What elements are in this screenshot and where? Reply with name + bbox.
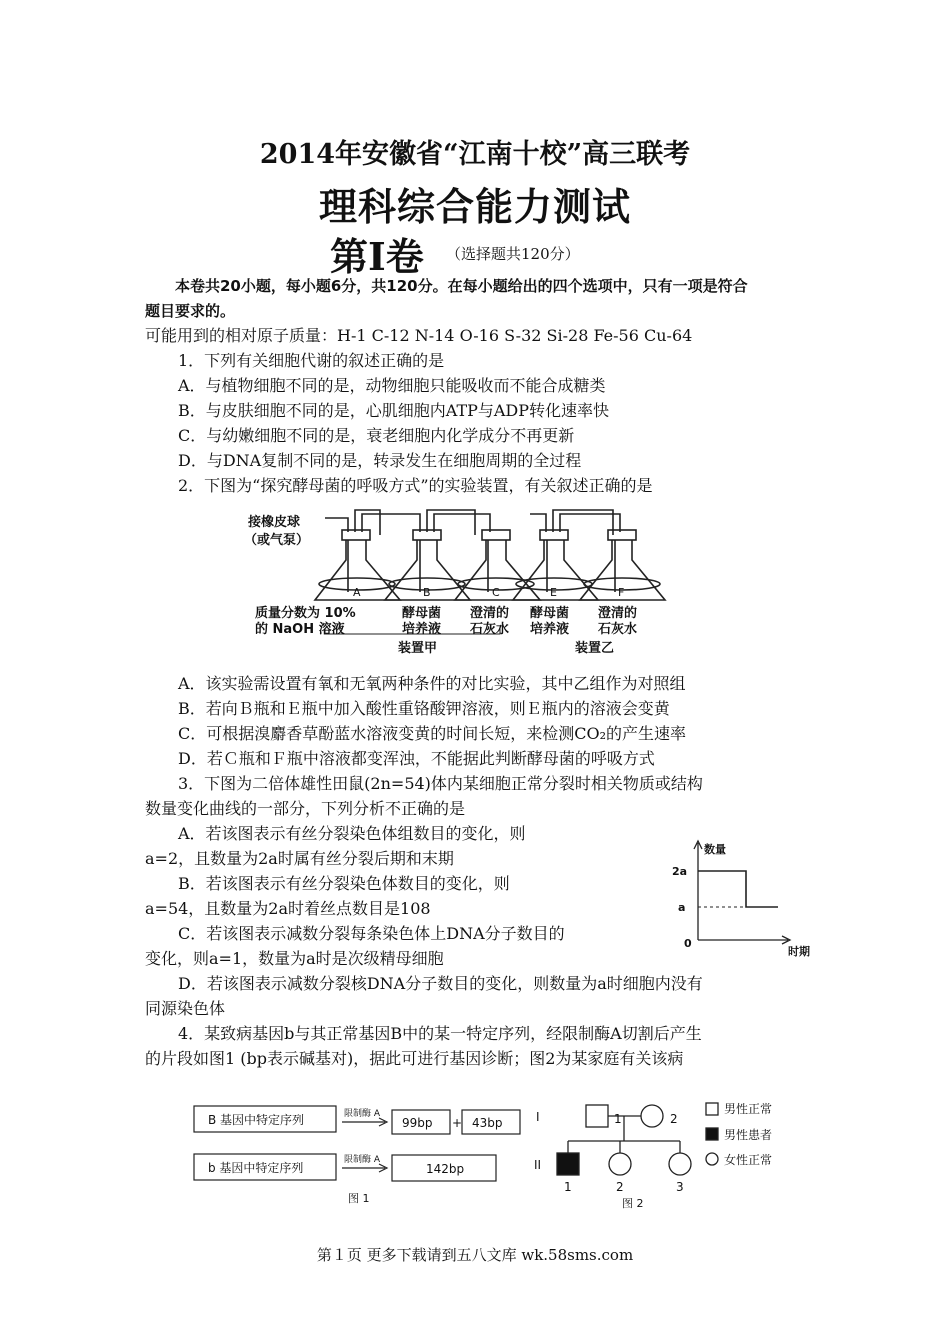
flask-b-label: B xyxy=(423,586,431,599)
legend-normal-male: 男性正常 xyxy=(724,1102,773,1116)
q1-option-a: A．与植物细胞不同的是，动物细胞只能吸收而不能合成糖类 xyxy=(178,376,606,395)
seq-b-mutant-label: b 基因中特定序列 xyxy=(208,1161,304,1175)
pedigree-father xyxy=(586,1105,608,1127)
q4-stem-2: 的片段如图1 (bp表示碱基对)，据此可进行基因诊断；图2为某家庭有关该病 xyxy=(145,1049,684,1068)
q1-stem: 1．下列有关细胞代谢的叙述正确的是 xyxy=(178,351,445,370)
page-footer: 第１页 更多下载请到五八文库 wk.58sms.com xyxy=(316,1246,634,1264)
q3-option-d-2: 同源染色体 xyxy=(145,999,226,1018)
generation-ii: II xyxy=(534,1158,542,1172)
q3-option-c-1: C．若该图表示减数分裂每条染色体上DNA分子数目的 xyxy=(178,924,565,943)
enzyme-label-1: 限制酶 A xyxy=(344,1109,381,1119)
graph-tick-a: a xyxy=(678,901,686,914)
figure-2-caption: 图 2 xyxy=(622,1197,644,1210)
q1-option-b: B．与皮肤细胞不同的是，心肌细胞内ATP与ADP转化速率快 xyxy=(178,401,610,420)
intro-instruction: 本卷共20小题，每小题6分，共120分。在每小题给出的四个选项中，只有一项是符合 xyxy=(175,277,748,295)
plus-sign: + xyxy=(452,1116,463,1130)
apparatus-yi-label: 装置乙 xyxy=(575,641,615,656)
atomic-mass-note: 可能用到的相对原子质量：H-1 C-12 N-14 O-16 S-32 Si-28 Fe-56 Cu-64 xyxy=(145,326,693,345)
q2-option-c: C．可根据溴麝香草酚蓝水溶液变黄的时间长短，来检测CO₂的产生速率 xyxy=(178,724,687,743)
graph-y-label: 数量 xyxy=(704,843,726,856)
flask-c-desc-2: 石灰水 xyxy=(470,622,510,637)
apparatus-jia-label: 装置甲 xyxy=(398,641,438,656)
seq-b-normal-label: B 基因中特定序列 xyxy=(208,1113,305,1127)
gen1-num-2: 2 xyxy=(670,1112,678,1126)
q2-option-b: B．若向Ｂ瓶和Ｅ瓶中加入酸性重铬酸钾溶液，则Ｅ瓶内的溶液会变黄 xyxy=(178,699,670,718)
legend-normal-male-swatch xyxy=(706,1103,718,1115)
exam-title: 2014年安徽省“江南十校”高三联考 xyxy=(259,139,691,170)
flask-e-label: E xyxy=(550,586,557,599)
q1-option-d: D．与DNA复制不同的是，转录发生在细胞周期的全过程 xyxy=(178,451,582,470)
q3-option-a-1: A．若该图表示有丝分裂染色体组数目的变化，则 xyxy=(178,824,526,843)
pedigree-affected-son xyxy=(557,1153,579,1175)
flask-a-label: A xyxy=(353,586,361,599)
volume-title: 第Ⅰ卷 xyxy=(330,234,424,279)
restriction-fragment-figure xyxy=(180,1100,530,1210)
q1-option-c: C．与幼嫩细胞不同的是，衰老细胞内化学成分不再更新 xyxy=(178,426,575,445)
flask-c-desc-1: 澄清的 xyxy=(470,606,510,621)
legend-affected-male: 男性患者 xyxy=(724,1128,773,1142)
exam-subject-title: 理科综合能力测试 xyxy=(318,184,631,229)
pedigree-mother xyxy=(641,1105,663,1127)
graph-tick-2a: 2a xyxy=(672,865,688,878)
q3-stem-2: 数量变化曲线的一部分，下列分析不正确的是 xyxy=(145,799,466,818)
flask-f-desc-1: 澄清的 xyxy=(598,606,638,621)
flask-b-desc-2: 培养液 xyxy=(402,622,442,637)
flask-f-desc-2: 石灰水 xyxy=(598,622,638,637)
flask-e-desc-1: 酵母菌 xyxy=(530,606,570,621)
graph-x-label: 时期 xyxy=(788,945,810,958)
q2-stem: 2．下图为“探究酵母菌的呼吸方式”的实验装置，有关叙述正确的是 xyxy=(178,476,653,495)
q3-stem-1: 3．下图为二倍体雄性田鼠(2n=54)体内某细胞正常分裂时相关物质或结构 xyxy=(178,774,703,793)
q3-option-a-2: a=2，且数量为2a时属有丝分裂后期和末期 xyxy=(145,849,454,868)
q3-option-b-1: B．若该图表示有丝分裂染色体数目的变化，则 xyxy=(178,874,510,893)
pump-label-2: （或气泵） xyxy=(244,533,310,548)
flask-a-desc-2: 的 NaOH 溶液 xyxy=(255,622,345,637)
intro-instruction-cont: 题目要求的。 xyxy=(145,302,236,320)
pedigree-figure xyxy=(530,1095,800,1215)
gen2-num-1: 1 xyxy=(564,1180,572,1194)
q3-option-d-1: D．若该图表示减数分裂核DNA分子数目的变化，则数量为a时细胞内没有 xyxy=(178,974,703,993)
q4-stem-1: 4．某致病基因b与其正常基因B中的某一特定序列，经限制酶A切割后产生 xyxy=(178,1024,702,1043)
graph-origin: 0 xyxy=(684,937,692,950)
generation-i: I xyxy=(536,1110,540,1124)
legend-normal-female-swatch xyxy=(706,1153,718,1165)
q2-option-a: A．该实验需设置有氧和无氧两种条件的对比实验，其中乙组作为对照组 xyxy=(178,674,686,693)
q2-option-d: D．若Ｃ瓶和Ｆ瓶中溶液都变浑浊，不能据此判断酵母菌的呼吸方式 xyxy=(178,749,655,768)
figure-1-caption: 图 1 xyxy=(348,1192,370,1205)
legend-affected-male-swatch xyxy=(706,1128,718,1140)
gen1-num-1: 1 xyxy=(614,1112,622,1126)
fragment-43bp: 43bp xyxy=(472,1116,503,1130)
flask-c-label: C xyxy=(492,586,500,599)
pedigree-daughter-3 xyxy=(669,1153,691,1175)
flask-f-label: F xyxy=(618,586,625,599)
flask-a-desc-1: 质量分数为 10% xyxy=(255,606,356,621)
q3-option-c-2: 变化，则a=1，数量为a时是次级精母细胞 xyxy=(145,949,444,968)
fragment-99bp: 99bp xyxy=(402,1116,433,1130)
yeast-apparatus-figure xyxy=(230,500,690,660)
flask-e-desc-2: 培养液 xyxy=(530,622,570,637)
quantity-period-graph xyxy=(660,835,830,965)
volume-subtitle: （选择题共120分） xyxy=(446,245,580,263)
legend-normal-female: 女性正常 xyxy=(724,1153,773,1167)
enzyme-label-2: 限制酶 A xyxy=(344,1155,381,1165)
pump-label-1: 接橡皮球 xyxy=(248,515,301,530)
pedigree-daughter-2 xyxy=(609,1153,631,1175)
flask-b-desc-1: 酵母菌 xyxy=(402,606,442,621)
gen2-num-3: 3 xyxy=(676,1180,684,1194)
fragment-142bp: 142bp xyxy=(426,1162,465,1176)
gen2-num-2: 2 xyxy=(616,1180,624,1194)
q3-option-b-2: a=54，且数量为2a时着丝点数目是108 xyxy=(145,899,431,918)
